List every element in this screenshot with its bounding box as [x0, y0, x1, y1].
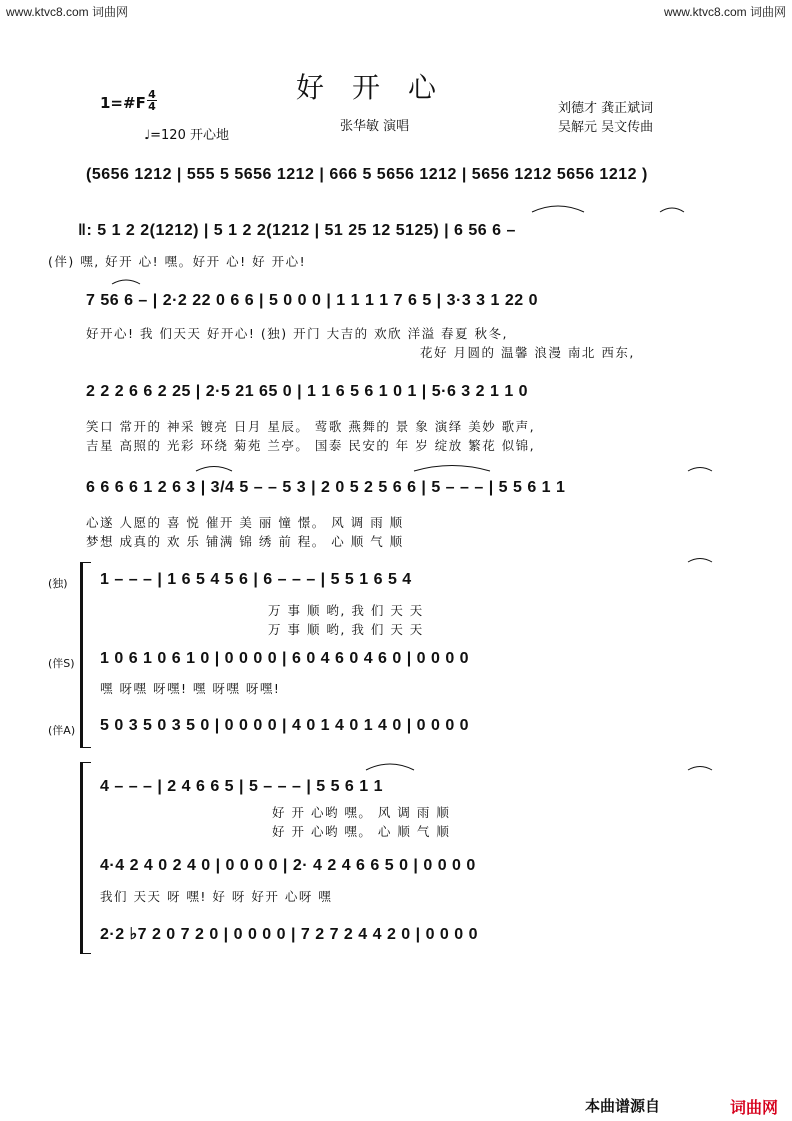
score-row-8-notes: 5 0 3 5 0 3 5 0 | 0 0 0 0 | 4 0 1 4 0 1 4 0 | 0 0 0 0	[100, 717, 470, 734]
score-row-2-lyric: (伴) 嘿, 好开 心! 嘿。好开 心! 好 开心!	[48, 254, 307, 269]
score-row-5-notes: 6 6 6 6 1 2 6 3 | 3/4 5 – – 5 3 | 2 0 5 2 5 6 6 | 5 – – – | 5 5 6 1 1	[86, 479, 566, 496]
score-row-7-lyric: 嘿 呀嘿 呀嘿! 嘿 呀嘿 呀嘿!	[100, 681, 281, 696]
lyricist-credit: 刘德才 龚正斌词	[558, 101, 654, 116]
score-row-4-lyric-2: 吉星 高照的 光彩 环绕 菊苑 兰亭。 国泰 民安的 年 岁 绽放 繁花 似锦,	[86, 438, 536, 453]
score-row-6-lyric-1: 万 事 顺 哟, 我 们 天 天	[268, 603, 424, 618]
score-row-7-notes: 1 0 6 1 0 6 1 0 | 0 0 0 0 | 6 0 4 6 0 4 6 0 | 0 0 0 0	[100, 650, 470, 667]
score-row-5-lyric-1: 心遂 人愿的 喜 悦 催开 美 丽 憧 憬。 风 调 雨 顺	[86, 515, 404, 530]
song-title: 好开心	[296, 71, 465, 104]
score-row-11-notes: 2·2 ♭7 2 0 7 2 0 | 0 0 0 0 | 7 2 7 2 4 4 2 0 | 0 0 0 0	[100, 926, 478, 943]
score-row-3-lyric-1: 好开心! 我 们天天 好开心! (独) 开门 大吉的 欢欣 洋溢 春夏 秋冬,	[86, 326, 508, 341]
score-row-4-lyric-1: 笑口 常开的 神采 镀亮 日月 星辰。 莺歌 燕舞的 景 象 演绎 美妙 歌声,	[86, 419, 536, 434]
time-signature-top: 4	[148, 88, 156, 101]
score-row-9-notes: 4 – – – | 2 4 6 6 5 | 5 – – – | 5 5 6 1 1	[100, 778, 384, 795]
system-1-bracket	[80, 562, 91, 748]
score-row-3-lyric-2: 花好 月圆的 温馨 浪漫 南北 西东,	[420, 345, 635, 360]
score-row-10-lyric: 我们 天天 呀 嘿! 好 呀 好开 心呀 嘿	[100, 889, 333, 904]
part-label-soprano-accomp: (伴S)	[48, 657, 75, 670]
part-label-alto-accomp: (伴A)	[48, 724, 76, 737]
footer-brand-logo: 词曲网	[730, 1100, 779, 1117]
score-row-5-lyric-2: 梦想 成真的 欢 乐 铺满 锦 绣 前 程。 心 顺 气 顺	[86, 534, 404, 549]
score-row-4-notes: 2 2 2 6 6 2 25 | 2·5 21 65 0 | 1 1 6 5 6 1 0 1 | 5·6 3 2 1 1 0	[86, 383, 529, 400]
score-row-9-lyric-1: 好 开 心哟 嘿。 风 调 雨 顺	[272, 805, 451, 820]
key-signature: 1=#F	[100, 94, 146, 112]
watermark-left: www.ktvc8.com 词曲网	[6, 5, 129, 19]
score-row-10-notes: 4·4 2 4 0 2 4 0 | 0 0 0 0 | 2· 4 2 4 6 6 5 0 | 0 0 0 0	[100, 857, 476, 874]
time-signature	[147, 89, 157, 112]
system-2-bracket	[80, 762, 91, 954]
score-row-3-notes: 7 56 6 – | 2·2 22 0 6 6 | 5 0 0 0 | 1 1 1 1 7 6 5 | 3·3 3 1 22 0	[86, 292, 538, 309]
score-row-9-lyric-2: 好 开 心哟 嘿。 心 顺 气 顺	[272, 824, 451, 839]
time-signature-bottom: 4	[148, 100, 156, 113]
footer-source-text: 本曲谱源自	[585, 1098, 661, 1115]
tempo-mark: ♩=120 开心地	[144, 128, 229, 143]
composer-credit: 吴解元 吴文传曲	[558, 120, 654, 135]
watermark-right: www.ktvc8.com 词曲网	[663, 5, 786, 19]
part-label-solo: (独)	[48, 577, 68, 590]
score-row-2-notes: ‖: 5 1 2 2(1212) | 5 1 2 2(1212 | 51 25 12 5125) | 6 56 6 –	[78, 222, 516, 239]
score-row-6-lyric-2: 万 事 顺 哟, 我 们 天 天	[268, 622, 424, 637]
score-row-6-notes: 1 – – – | 1 6 5 4 5 6 | 6 – – – | 5 5 1 6 5 4	[100, 571, 412, 588]
score-row-1-notes: (5656 1212 | 555 5 5656 1212 | 666 5 5656 1212 | 5656 1212 5656 1212 )	[86, 166, 648, 183]
singer-credit: 张华敏 演唱	[340, 119, 410, 134]
